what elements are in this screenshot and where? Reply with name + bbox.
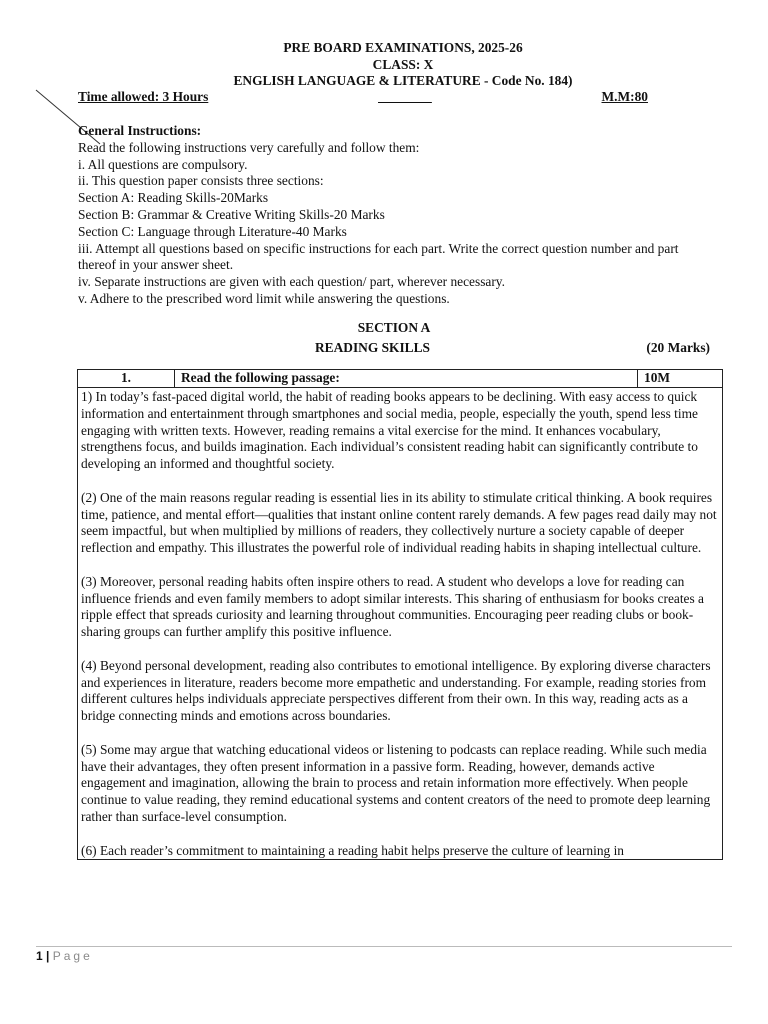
general-instructions bbox=[78, 123, 718, 308]
passage-paragraph: (6) Each reader’s commitment to maintaining a reading habit helps preserve the culture of learning in bbox=[81, 842, 624, 858]
instruction-line: Read the following instructions very carefully and follow them: bbox=[78, 139, 420, 155]
section-marks: (20 Marks) bbox=[646, 340, 710, 355]
max-marks: M.M:80 bbox=[601, 89, 648, 104]
instruction-line: Section B: Grammar & Creative Writing Skills-20 Marks bbox=[78, 206, 385, 222]
section-subtitle: READING SKILLS bbox=[315, 340, 430, 355]
instruction-line: iii. Attempt all questions based on specific instructions for each part. Write the correct question number and part thereof in your answer sheet. bbox=[78, 240, 679, 273]
passage-paragraph: (5) Some may argue that watching educational videos or listening to podcasts can replace reading. While such media have their advantages, they often present information in a passive form. Reading, however, demands active engagement and imagination, allowing the brain to process and retain information more effectively. When people continue to value reading, they remind educational systems and content creators of the need to promote deep learning rather than surface-level consumption. bbox=[81, 741, 711, 824]
instruction-line: ii. This question paper consists three sections: bbox=[78, 173, 324, 189]
page-label: Page bbox=[52, 949, 93, 963]
section-a-heading bbox=[78, 319, 710, 359]
section-subtitle-row bbox=[78, 337, 710, 359]
passage-paragraph: 1) In today’s fast-paced digital world, the habit of reading books appears to be declining. With easy access to quick information and entertainment through smartphones and social media, people, especially the youth, spend less time engaging with written texts. However, reading remains a vital exercise for the mind. It enhances vocabulary, strengthens focus, and builds imagination. Each individual’s consistent reading habit can significantly contribute to developing an informed and thoughtful society. bbox=[81, 389, 698, 472]
footer-text bbox=[36, 949, 93, 963]
question-number: 1. bbox=[78, 370, 175, 388]
exam-class: CLASS: X bbox=[372, 56, 434, 72]
exam-title: PRE BOARD EXAMINATIONS, 2025-26 bbox=[283, 40, 523, 55]
reading-passage bbox=[78, 388, 723, 860]
instruction-line: v. Adhere to the prescribed word limit while answering the questions. bbox=[78, 290, 450, 306]
question-instruction: Read the following passage: bbox=[175, 370, 638, 388]
question-marks: 10M bbox=[638, 370, 723, 388]
instruction-line: iv. Separate instructions are given with each question/ part, wherever necessary. bbox=[78, 274, 505, 290]
passage-paragraph: (4) Beyond personal development, reading also contributes to emotional intelligence. By exploring diverse characters and experiences in literature, readers become more empathetic and understanding. For example, reading stories from different cultures helps individuals appreciate perspectives different from their own. In this way, reading acts as a bridge connecting minds and emotions across boundaries. bbox=[81, 657, 711, 724]
instructions-title: General Instructions: bbox=[78, 123, 202, 138]
instruction-line: i. All questions are compulsory. bbox=[78, 156, 248, 172]
passage-paragraph: (3) Moreover, personal reading habits often inspire others to read. A student who develops a love for reading can influence friends and even family members to adopt similar interests. This sharing of enthusiasm for books creates a ripple effect that spreads curiosity and learning throughout communities. Encouraging peer reading clubs or book-sharing groups can further amplify this positive influence. bbox=[81, 573, 704, 640]
question-header-row bbox=[78, 370, 723, 388]
time-marks-row bbox=[78, 89, 648, 105]
passage-paragraph: (2) One of the main reasons regular reading is essential lies in its ability to stimulate critical thinking. A book requires time, patience, and mental effort—qualities that instant online content rarely demands. A few pages read daily may not seem impactful, but when multiplied by millions of readers, they collectively nurture a society capable of deeper reflection and empathy. This illustrates the powerful role of individual reading habits in shaping intellectual culture. bbox=[81, 489, 717, 556]
instruction-line: Section A: Reading Skills-20Marks bbox=[78, 190, 269, 206]
time-allowed: Time allowed: 3 Hours bbox=[78, 89, 209, 104]
footer-separator: | bbox=[46, 949, 50, 963]
footer-rule bbox=[36, 946, 732, 947]
passage-row bbox=[78, 388, 723, 860]
exam-subject: ENGLISH LANGUAGE & LITERATURE - Code No. 184) bbox=[233, 73, 573, 88]
instruction-line: Section C: Language through Literature-40 Marks bbox=[78, 223, 347, 239]
page-number: 1 bbox=[36, 949, 43, 963]
exam-header bbox=[78, 40, 728, 90]
time-blank: ________ bbox=[378, 89, 432, 104]
section-title: SECTION A bbox=[357, 320, 431, 335]
question-table bbox=[77, 369, 723, 860]
